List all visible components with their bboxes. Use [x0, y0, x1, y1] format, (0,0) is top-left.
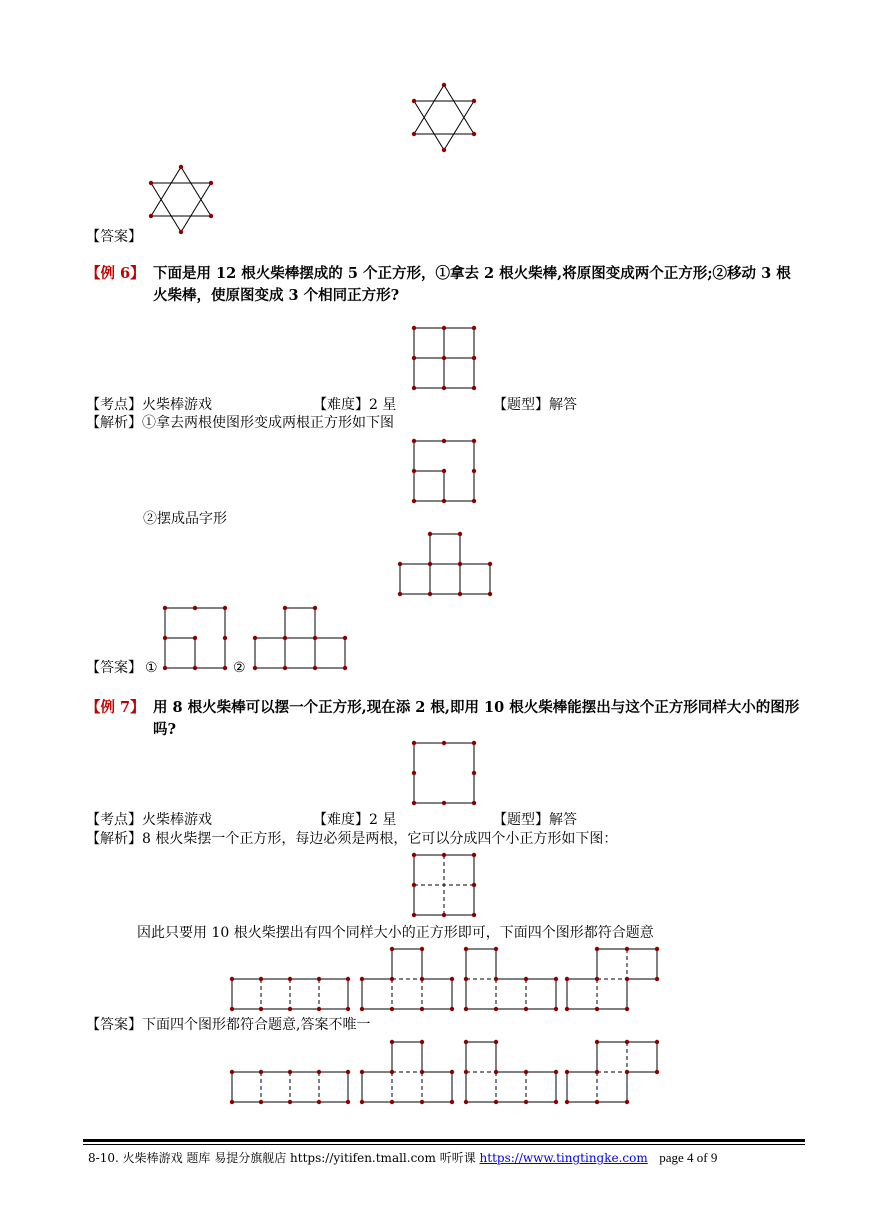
example-7-question-line1: 用 8 根火柴棒可以摆一个正方形,现在添 2 根,即用 10 根火柴棒能摆出与这个正方形同样大小的图形 [153, 699, 800, 716]
tixing-label: 【题型】 [493, 397, 549, 413]
example-7-question-line2: 吗? [153, 721, 176, 738]
jiexi-label: 【解析】 [86, 415, 142, 431]
nandu-label-7: 【难度】 [313, 812, 369, 828]
nandu-value-7: 2 星 [369, 812, 397, 828]
kaodian-label-7: 【考点】 [86, 812, 142, 828]
example-7-type [493, 811, 577, 829]
example-6-difficulty [313, 396, 396, 414]
tixing-label-7: 【题型】 [493, 812, 549, 828]
kaodian-label: 【考点】 [86, 397, 142, 413]
answer-label-prev: 【答案】 [86, 229, 142, 245]
example-6-type [493, 396, 577, 414]
example-6-answer-mark-2: ② [233, 660, 246, 676]
example-7-tag: 【例 7】 [86, 699, 145, 716]
example-7-topic [86, 811, 212, 829]
tixing-value: 解答 [549, 397, 577, 413]
jiexi-text-7: 8 根火柴摆一个正方形，每边必须是两根，它可以分成四个小正方形如下图： [142, 831, 618, 847]
tixing-value-7: 解答 [549, 812, 577, 828]
answer-text-7: 下面四个图形都符合题意,答案不唯一 [142, 1017, 371, 1033]
example-7-difficulty [313, 811, 396, 829]
analysis-figures-row [228, 943, 663, 1015]
example-6-question-line1: 下面是用 12 根火柴棒摆成的 5 个正方形，①拿去 2 根火柴棒,将原图变成两个正方形;②移动 3 根 [153, 265, 791, 282]
hexagram-figure-answer [147, 162, 217, 240]
matchstick-grid-2x2 [410, 324, 480, 394]
kaodian-value: 火柴棒游戏 [142, 397, 212, 413]
two-squares-figure [410, 437, 480, 507]
kaodian-value-7: 火柴棒游戏 [142, 812, 212, 828]
jiexi-text: ①拿去两根使图形变成两根正方形如下图 [142, 415, 394, 431]
large-square-figure [410, 739, 480, 809]
footer [88, 1151, 717, 1165]
square-divided-dashed-figure [410, 851, 480, 921]
example-6-answer-label: 【答案】 [86, 660, 142, 676]
example-7-analysis-line1 [86, 830, 617, 848]
example-6-analysis-line2: ②摆成品字形 [143, 511, 227, 527]
answer-label-7: 【答案】 [86, 1017, 142, 1033]
footer-link[interactable]: https://www.tingtingke.com [479, 1151, 648, 1165]
example-6-meta-row [86, 396, 212, 414]
page-number: page 4 of 9 [659, 1150, 718, 1165]
example-6-analysis-line1 [86, 414, 394, 432]
answer-pin-shape-figure [251, 604, 349, 674]
example-7-analysis-line2: 因此只要用 10 根火柴摆出有四个同样大小的正方形即可，下面四个图形都符合题意 [137, 925, 654, 941]
footer-text: 8-10. 火柴棒游戏 题库 易提分旗舰店 https://yitifen.tmall.com 听听课 [88, 1151, 480, 1165]
footer-rule-thin [83, 1144, 805, 1145]
example-6-answer-mark-1: ① [145, 660, 158, 676]
hexagram-figure-top [410, 80, 480, 158]
answer-two-squares-figure [161, 604, 231, 674]
nandu-value: 2 星 [369, 397, 397, 413]
jiexi-label-7: 【解析】 [86, 831, 142, 847]
pin-shape-figure [396, 530, 494, 600]
example-6-question-line2: 火柴棒，使原图变成 3 个相同正方形? [153, 287, 400, 304]
example-6-tag: 【例 6】 [86, 265, 145, 282]
footer-rule-thick [83, 1139, 805, 1142]
nandu-label: 【难度】 [313, 397, 369, 413]
answer-figures-row [228, 1036, 663, 1108]
example-7-answer-row [86, 1016, 370, 1034]
